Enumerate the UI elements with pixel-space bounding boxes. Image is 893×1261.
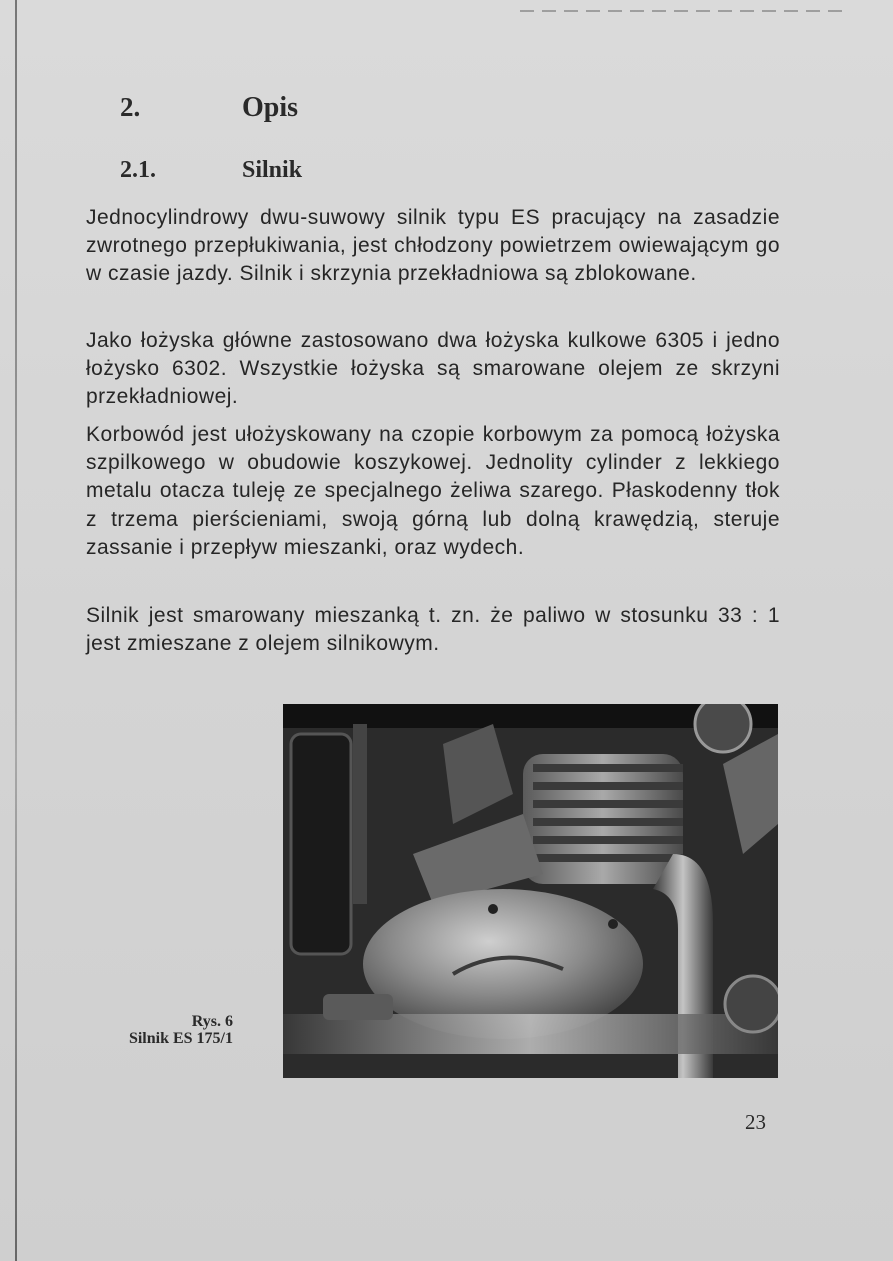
section-number: 2. [120, 92, 141, 122]
paragraph-lubrication: Silnik jest smarowany mieszanką t. zn. że paliwo w stosunku 33 : 1 jest zmieszane z olejem silnikowym. [86, 604, 780, 656]
engine-photo-drawing [283, 704, 778, 1078]
scan-edge-left [15, 0, 17, 1261]
paragraph-connecting-rod: Korbowód jest ułożyskowany na czopie korbowym za pomocą łożyska szpilkowego w obudowie koszykowej. Jednolity cylinder z lekkiego metalu otacza tuleję ze specjalnego żeliwa szarego. Płaskodenny tłok z trzema pierścieniami, swoją górną lub dolną krawędzią, steruje zassanie i przepływ mieszanki, oraz wydech. [86, 423, 780, 559]
figure-label: Rys. 6 [191, 1013, 233, 1030]
paragraph-engine-type: Jednocylindrowy dwu-suwowy silnik typu ES pracujący na zasadzie zwrotnego przepłukiwania, jest chłodzony powietrzem owiewającym go w czasie jazdy. Silnik i skrzynia przekładniowa są zblokowane. [86, 206, 780, 286]
page-number: 23 [745, 1110, 766, 1134]
paragraph-bearings: Jako łożyska główne zastosowano dwa łożyska kulkowe 6305 i jedno łożysko 6302. Wszystkie łożyska są smarowane olejem ze skrzyni przekładniowej. [86, 329, 780, 409]
figure-caption: Silnik ES 175/1 [128, 1030, 233, 1047]
engine-photo [283, 704, 778, 1078]
subsection-title: Silnik [242, 157, 303, 183]
section-title: Opis [242, 92, 299, 123]
subsection-number: 2.1. [120, 157, 156, 183]
scan-edge-top [520, 10, 850, 12]
